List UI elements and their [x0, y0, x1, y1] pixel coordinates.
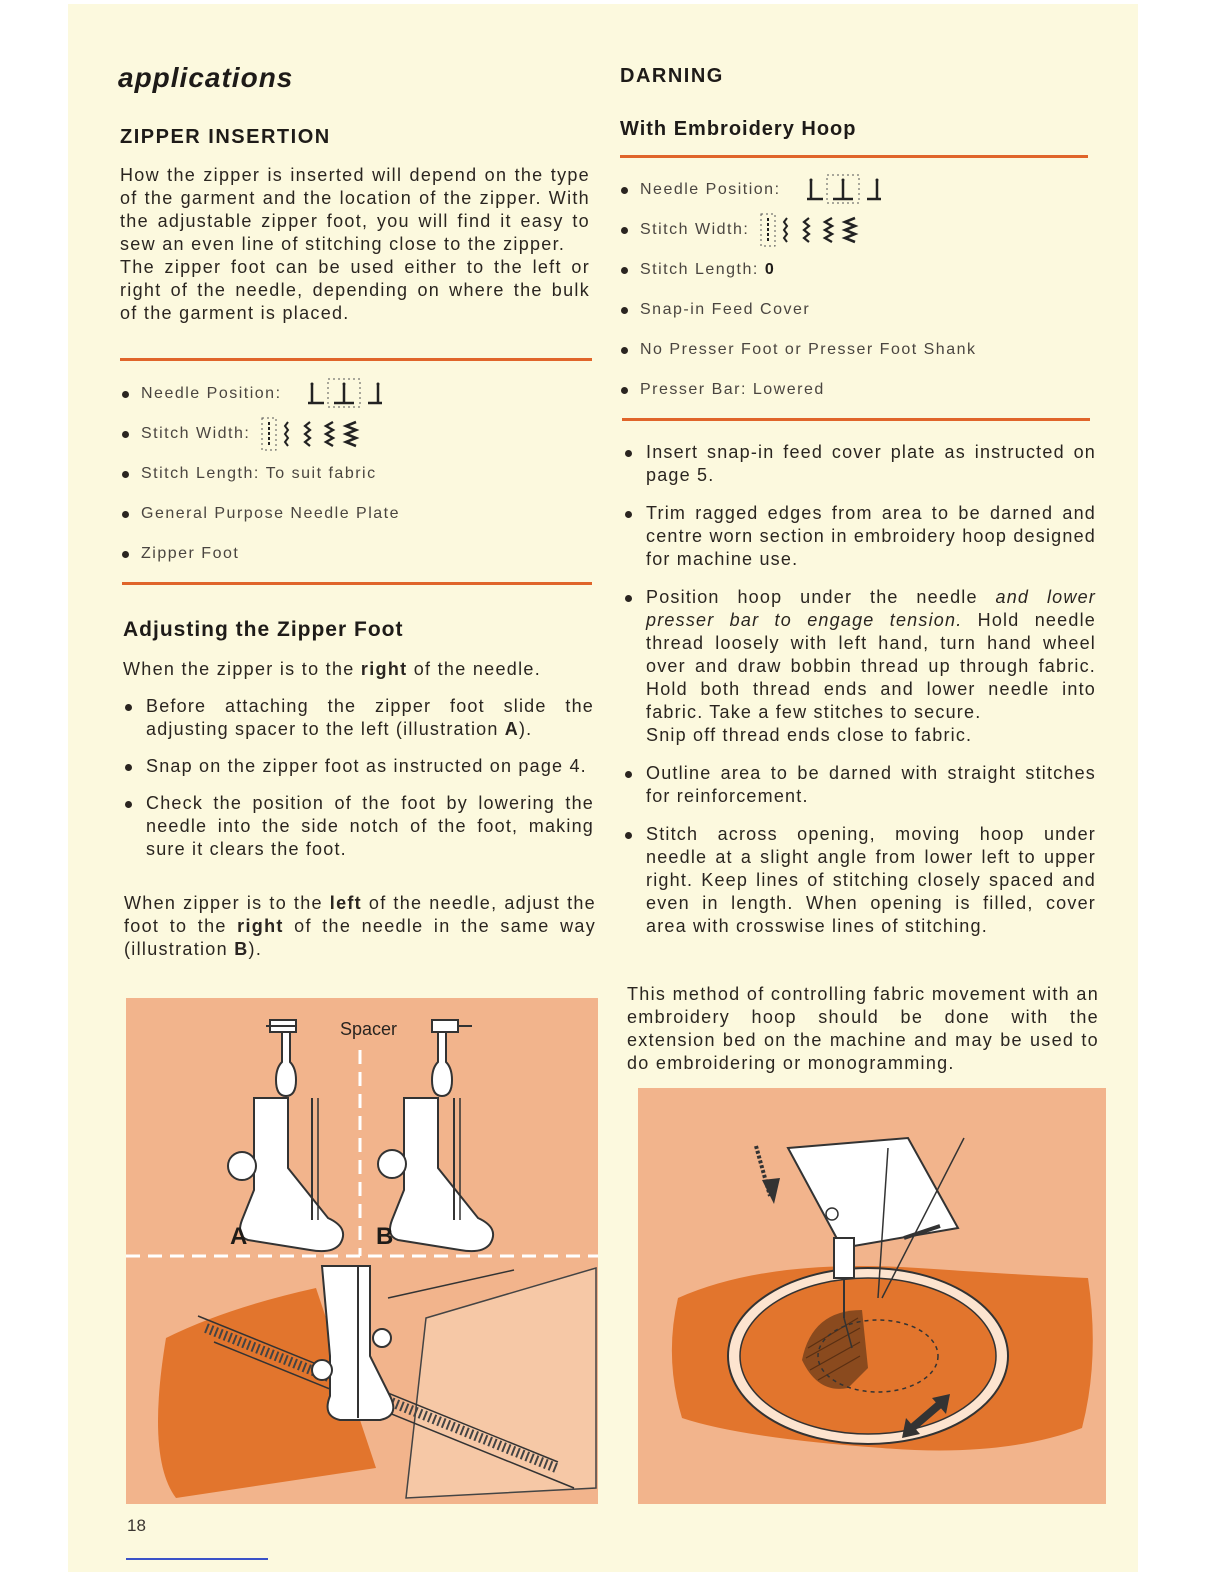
spec-needle-position — [122, 380, 592, 408]
divider — [620, 155, 1088, 158]
spec-presser-foot — [621, 336, 1089, 364]
spec-stitch-width — [621, 216, 1089, 244]
spec-label: Zipper Foot — [141, 545, 240, 562]
intro-paragraph-2: The zipper foot can be used either to the left or right of the needle, depending on where the bulk of the garment is placed. — [120, 257, 590, 323]
spec-label: Needle Position: — [640, 181, 781, 198]
closing-paragraph: This method of controlling fabric movement with an embroidery hoop should be done with the extension bed on the machine and may be used to do embroidering or monogramming. — [627, 984, 1099, 1073]
needle-position-icon — [304, 377, 404, 411]
list-item: Snap on the zipper foot as instructed on page 4. — [122, 755, 594, 778]
section-title: applications — [118, 62, 294, 93]
darning-specs-list — [621, 176, 1089, 404]
spec-presser-bar — [621, 376, 1089, 404]
darning-bullets — [622, 441, 1096, 938]
spec-needle-plate — [122, 500, 592, 528]
intro-paragraph-1: How the zipper is inserted will depend on the type of the garment and the location of the zipper. With the adjustable zipper foot, you will find it easy to sew an even line of stitching close to the zipper. — [120, 165, 590, 254]
spec-label: Stitch Width: — [141, 425, 251, 442]
when-left-text: When zipper is to the left of the needle, adjust the foot to the right of the needle in the same way (illustration B). — [124, 893, 596, 959]
spec-stitch-length — [122, 460, 592, 488]
divider — [622, 418, 1090, 421]
list-item: Position hoop under the needle and lower presser bar to engage tension. Hold needle thread loosely with left hand, turn hand wheel over and draw bobbin thread up through fabric. Hold both thread ends and lower needle into fabric. Take a few stitches to secure. Snip off thread ends close to fabric. — [622, 586, 1096, 747]
spec-value: To suit fabric — [265, 465, 377, 482]
stitch-width-icon — [260, 416, 420, 452]
zipper-foot-illustration — [126, 998, 598, 1504]
list-item: Check the position of the foot by lowering the needle into the side notch of the foot, making sure it clears the foot. — [122, 792, 594, 861]
spec-stitch-length — [621, 256, 1089, 284]
darning-heading: DARNING — [620, 65, 724, 87]
spec-needle-position — [621, 176, 1089, 204]
divider — [122, 582, 592, 585]
spec-label: Snap-in Feed Cover — [640, 301, 811, 318]
illustration-label-b: B — [376, 1223, 394, 1250]
spec-label: Presser Bar: Lowered — [640, 381, 825, 398]
illustration-label-a: A — [230, 1223, 248, 1250]
page-number: 18 — [127, 1516, 146, 1535]
spacer-label: Spacer — [340, 1019, 398, 1039]
when-right-text: When the zipper is to the right of the needle. — [123, 659, 542, 679]
zipper-specs-list — [122, 380, 592, 568]
spec-label: Stitch Length: — [141, 465, 260, 482]
spec-label: No Presser Foot or Presser Foot Shank — [640, 341, 977, 358]
embroidery-hoop-illustration — [638, 1088, 1106, 1504]
list-item: Trim ragged edges from area to be darned and centre worn section in embroidery hoop designed for machine use. — [622, 502, 1096, 571]
list-item: Outline area to be darned with straight stitches for reinforcement. — [622, 762, 1096, 808]
divider — [120, 358, 592, 361]
list-item: Before attaching the zipper foot slide the adjusting spacer to the left (illustration A). — [122, 695, 594, 741]
list-item: Stitch across opening, moving hoop under needle at a slight angle from lower left to upper right. Keep lines of stitching closely spaced and even in length. When opening is filled, cover area with crosswise lines of stitching. — [622, 823, 1096, 938]
spec-stitch-width — [122, 420, 592, 448]
list-item: Insert snap-in feed cover plate as instructed on page 5. — [622, 441, 1096, 487]
zipper-bullets — [122, 695, 594, 861]
needle-position-icon — [803, 173, 903, 207]
underline-mark — [126, 1558, 268, 1560]
zipper-insertion-heading: ZIPPER INSERTION — [120, 126, 331, 148]
spec-value: 0 — [764, 261, 776, 278]
spec-label: Needle Position: — [141, 385, 282, 402]
spec-label: Stitch Width: — [640, 221, 750, 238]
spec-feed-cover — [621, 296, 1089, 324]
spec-label: Stitch Length: — [640, 261, 759, 278]
spec-zipper-foot — [122, 540, 592, 568]
adjusting-zipper-foot-heading: Adjusting the Zipper Foot — [123, 618, 404, 641]
embroidery-hoop-heading: With Embroidery Hoop — [620, 118, 857, 140]
stitch-width-icon — [759, 212, 919, 248]
zipper-intro — [120, 164, 590, 325]
spec-label: General Purpose Needle Plate — [141, 505, 401, 522]
